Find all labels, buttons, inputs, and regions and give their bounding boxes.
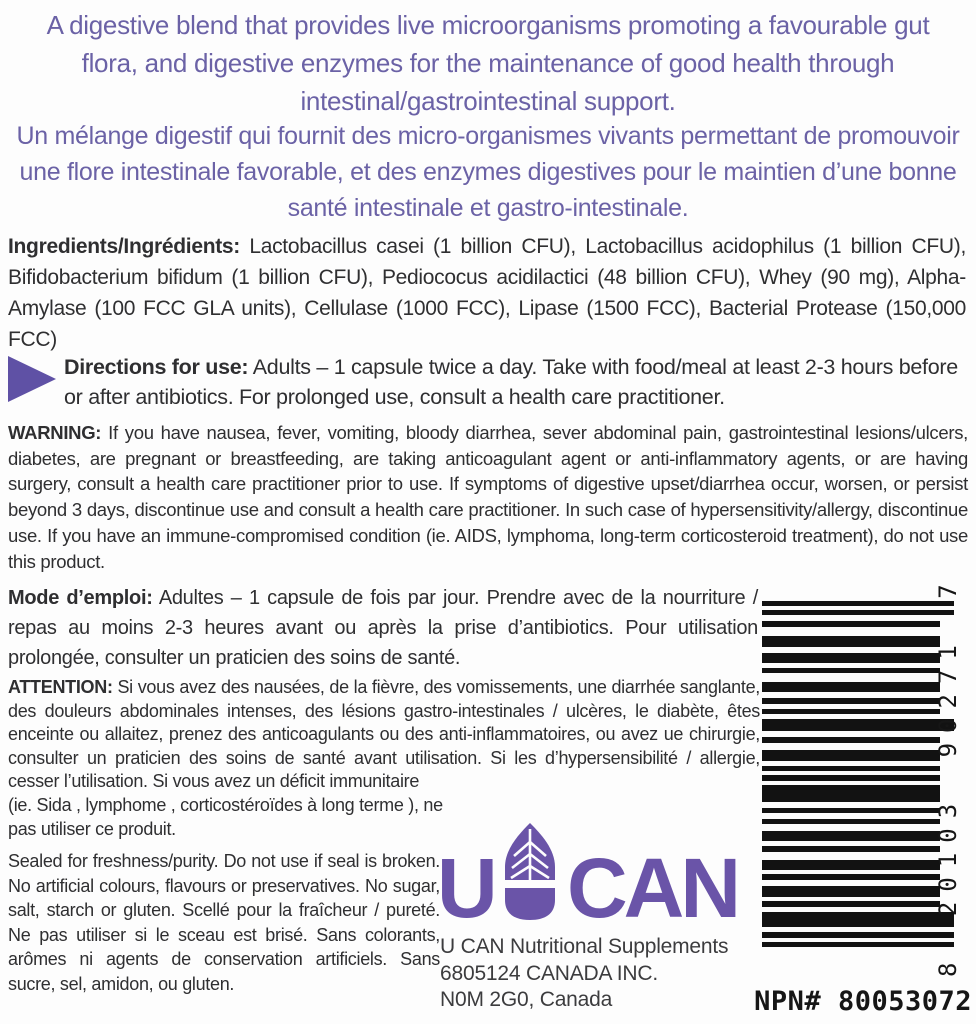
barcode-bar — [762, 860, 940, 870]
warning-heading: WARNING: — [8, 422, 102, 443]
barcode-bar — [762, 610, 954, 615]
mode-emploi-heading: Mode d’emploi: — [8, 587, 153, 609]
directions-triangle-icon — [8, 356, 58, 402]
company-info — [440, 934, 728, 1014]
barcode-bar — [762, 932, 954, 938]
mode-emploi-text: Adultes – 1 capsule de fois par jour. Prendre avec de la nourriture / repas au moins 2-3 heures avant ou après la prise d’antibiotics. Pour utilisation prolongée, consulter un praticien des soins de santé. — [8, 587, 758, 669]
attention-block — [8, 676, 760, 841]
directions-heading: Directions for use: — [64, 355, 249, 379]
barcode-bar — [762, 636, 940, 647]
barcode-bar — [762, 601, 954, 606]
ucan-logo-graphic — [437, 822, 749, 922]
barcode-bar — [762, 737, 940, 743]
barcode-bar — [762, 912, 954, 927]
barcode-bar — [762, 874, 940, 880]
logo-letter-u: U — [437, 841, 494, 922]
sealed-paragraph: Sealed for freshness/purity. Do not use if seal is broken. No artificial colours, flavours or preservatives. No sugar, salt, starch or gluten. Scellé pour la fraîcheur / pureté. Ne pas utiliser si le sceau est brisé. Sans colorants, arômes ni agents de conservation artificiels. Sans sucre, sel, amidon, ou gluten. — [8, 851, 440, 994]
barcode-digits: 8 20103 90271 7 — [934, 574, 962, 977]
attention-heading: ATTENTION: — [8, 677, 113, 697]
warning-text: If you have nausea, fever, vomiting, bloody diarrhea, sever abdominal pain, gastrointestinal lesions/ulcers, diabetes, are pregnant or breastfeeding, are taking anticoagulant agent or anti-inflammatory agents, or are having surgery, consult a health care practitioner prior to use. If symptoms of digestive upset/diarrhea occur, worsen, or persist beyond 3 days, discontinue use and consult a health care practitioner. In such case of hypersensitivity/allergy, discontinue use. If you have an immune-compromised condition (ie. AIDS, lymphoma, long-term corticosteroid treatment), do not use this product. — [8, 422, 968, 572]
barcode-bar — [762, 719, 954, 731]
directions-text: Adults – 1 capsule twice a day. Take with food/meal at least 2-3 hours before or after antibiotics. For prolonged use, consult a health care practitioner. — [64, 355, 958, 409]
ucan-logo — [437, 822, 749, 922]
company-name: U CAN Nutritional Supplements — [440, 935, 729, 958]
ingredients-text: Lactobacillus casei (1 billion CFU), Lactobacillus acidophilus (1 billion CFU), Bifidobacterium bifidum (1 billion CFU), Pediococus acidilactici (48 billion CFU), Whey (90 mg), Alpha-Amylase (100 FCC GLA units), Cellulase (1000 FCC), Lipase (1500 FCC), Bacterial Protease (150,000 FCC) — [8, 235, 966, 351]
ingredients-heading: Ingredients/Ingrédients: — [8, 235, 240, 258]
barcode-bar — [762, 668, 940, 673]
barcode-bar — [762, 846, 940, 852]
description-english: A digestive blend that provides live microorganisms promoting a favourable gut flora, and digestive enzymes for the maintenance of good health through intestinal/gastrointestinal support. — [46, 10, 930, 116]
barcode-bar — [762, 785, 940, 802]
triangle-shape — [8, 356, 56, 402]
barcode-bar — [762, 831, 940, 841]
attention-paragraph-tail: (ie. Sida , lymphome , corticostéroïdes à long terme ), ne pas utiliser ce produit. — [8, 794, 443, 839]
barcode-bar — [762, 886, 940, 897]
barcode-bar — [762, 653, 940, 663]
attention-text: Si vous avez des nausées, de la fièvre, des vomissements, une diarrhée sanglante, des douleurs abdominales intenses, des lésions gastro-intestinales / ulcères, le diabète, êtes enceinte ou allaitez, prenez des anticoagulants ou des anti-inflammatoires, ou avez ue chirurgie, consulter un praticien des soins de santé avant utilisation. Si les d’hypersensibilité / allergie, cesser l’utilisation. Si vous avez un déficit immunitaire — [8, 677, 760, 792]
npn-number: NPN# 80053072 — [754, 986, 972, 1017]
barcode-bar — [762, 775, 940, 781]
barcode-bar — [762, 808, 940, 813]
barcode-bar — [762, 901, 940, 907]
barcode-bar — [762, 682, 940, 692]
mode-emploi-paragraph — [8, 583, 758, 673]
capsule-leaf-icon — [505, 823, 555, 920]
company-address: N0M 2G0, Canada — [440, 988, 613, 1011]
barcode-bar — [762, 621, 940, 627]
description-french: Un mélange digestif qui fournit des micro-organismes vivants permettant de promouvoir une flore intestinale favorable, et des enzymes digestives pour le maintien d’une bonne santé intestinale et gastro-intestinale. — [16, 122, 960, 222]
attention-paragraph — [8, 676, 760, 794]
warning-paragraph — [8, 420, 968, 574]
barcode-bar — [762, 942, 954, 947]
company-inc: 6805124 CANADA INC. — [440, 961, 658, 985]
barcode-bar — [762, 766, 940, 771]
barcode-bar — [762, 750, 940, 761]
directions-paragraph — [64, 353, 966, 412]
barcode-bar — [762, 709, 940, 714]
barcode-bar — [762, 698, 940, 704]
logo-letters-can: CAN — [567, 841, 737, 922]
barcode-bar — [762, 819, 940, 824]
ingredients-paragraph — [8, 231, 966, 355]
